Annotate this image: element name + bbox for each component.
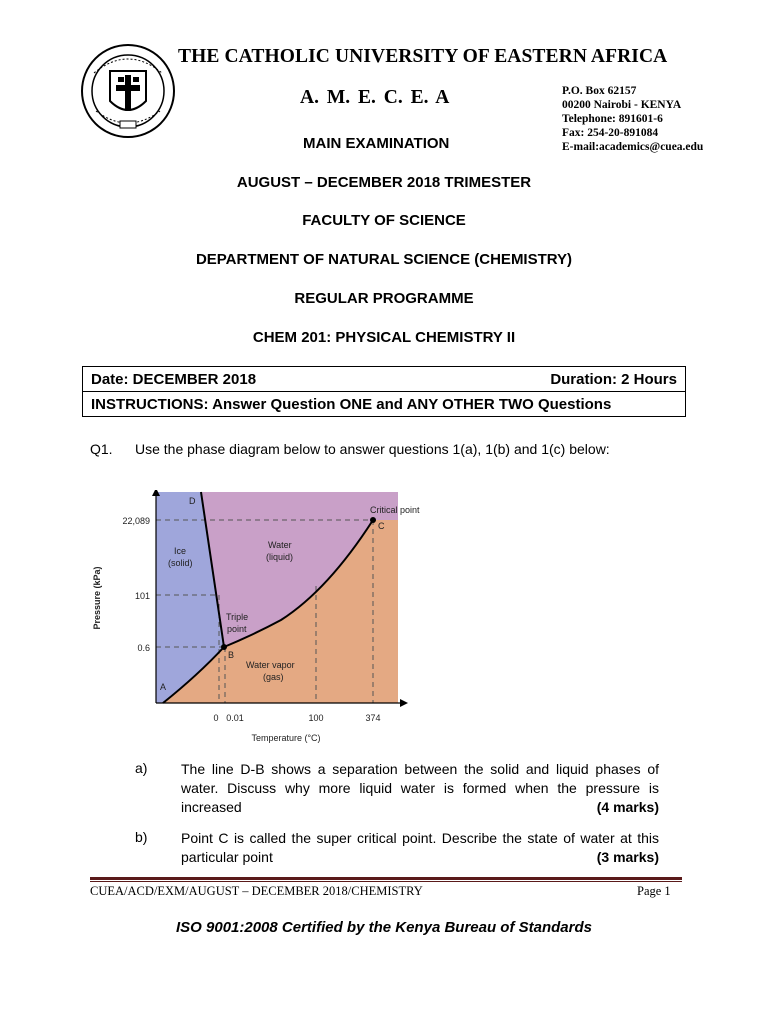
- instructions: INSTRUCTIONS: Answer Question ONE and ANY OTHER TWO Questions: [83, 392, 686, 417]
- ice-label: Ice: [174, 546, 187, 556]
- y-tick-101: 101: [134, 591, 150, 601]
- course-title: CHEM 201: PHYSICAL CHEMISTRY II: [252, 329, 516, 346]
- exam-date: Date: DECEMBER 2018: [91, 370, 257, 388]
- fax: Fax: 254-20-891084: [562, 127, 659, 139]
- footer-divider-thick: [90, 877, 682, 880]
- triple-label: Triple: [226, 612, 249, 622]
- subquestion-b-marks: (3 marks): [596, 849, 659, 865]
- subquestion-a: [181, 760, 659, 817]
- subquestion-b: [181, 829, 659, 867]
- university-name: THE CATHOLIC UNIVERSITY OF EASTERN AFRICA: [178, 46, 668, 67]
- department: DEPARTMENT OF NATURAL SCIENCE (CHEMISTRY): [195, 251, 573, 268]
- city: 00200 Nairobi - KENYA: [562, 99, 682, 111]
- subquestion-b-text: Point C is called the super critical point. Describe the state of water at this particular point: [181, 830, 659, 865]
- contact-block: [562, 84, 703, 154]
- programme: REGULAR PROGRAMME: [294, 290, 474, 307]
- question-text: Use the phase diagram below to answer questions 1(a), 1(b) and 1(c) below:: [135, 441, 610, 457]
- critical-point-label: Critical point: [370, 505, 420, 515]
- y-axis-title: Pressure (kPa): [92, 566, 102, 630]
- subquestion-a-marks: (4 marks): [596, 799, 659, 815]
- email: E-mail:academics@cuea.edu: [562, 141, 704, 153]
- x-tick-100: 100: [308, 713, 324, 723]
- university-seal-logo: [80, 43, 176, 139]
- point-c-label: C: [378, 521, 385, 531]
- telephone: Telephone: 891601-6: [562, 113, 663, 125]
- x-tick-0: 0: [213, 713, 219, 723]
- faculty: FACULTY OF SCIENCE: [302, 212, 466, 229]
- x-tick-374: 374: [365, 713, 381, 723]
- x-axis-arrow: [400, 699, 408, 707]
- iso-certification: ISO 9001:2008 Certified by the Kenya Bureau of Standards: [176, 919, 592, 936]
- water-label: Water: [268, 540, 292, 550]
- phase-diagram: [88, 490, 438, 748]
- y-tick-0-6: 0.6: [137, 643, 150, 653]
- subquestion-a-label: a): [135, 760, 148, 776]
- footer-divider-thin: [90, 881, 682, 882]
- exam-type: MAIN EXAMINATION: [303, 135, 450, 152]
- page-number: Page 1: [637, 884, 671, 898]
- subquestion-a-text: The line D-B shows a separation between the solid and liquid phases of water. Discuss why more liquid water is formed when the pressure is increased: [181, 761, 659, 815]
- water-sub-label: (liquid): [266, 552, 294, 562]
- y-tick-22089: 22,089: [122, 516, 150, 526]
- point-a-label: A: [160, 682, 167, 692]
- triple-point-dot: [221, 644, 227, 650]
- vapor-label: Water vapor: [246, 660, 295, 670]
- triple-sub-label: point: [227, 624, 247, 634]
- date-duration-row: [83, 367, 686, 392]
- amecea-title: A. M. E. C. E. A: [300, 87, 450, 108]
- point-d-label: D: [189, 496, 196, 506]
- exam-duration: Duration: 2 Hours: [550, 370, 677, 388]
- question-number: Q1.: [90, 441, 113, 457]
- po-box: P.O. Box 62157: [562, 85, 637, 97]
- point-b-label: B: [228, 650, 235, 660]
- subquestion-b-label: b): [135, 829, 148, 845]
- vapor-sub-label: (gas): [263, 672, 284, 682]
- trimester: AUGUST – DECEMBER 2018 TRIMESTER: [236, 174, 532, 191]
- footer-exam-code: CUEA/ACD/EXM/AUGUST – DECEMBER 2018/CHEMISTRY: [90, 884, 423, 898]
- x-axis-title: Temperature (°C): [251, 733, 321, 743]
- critical-point-dot: [370, 517, 376, 523]
- exam-info-box: [82, 366, 686, 417]
- x-tick-0-01: 0.01: [226, 713, 244, 723]
- ice-sub-label: (solid): [168, 558, 193, 568]
